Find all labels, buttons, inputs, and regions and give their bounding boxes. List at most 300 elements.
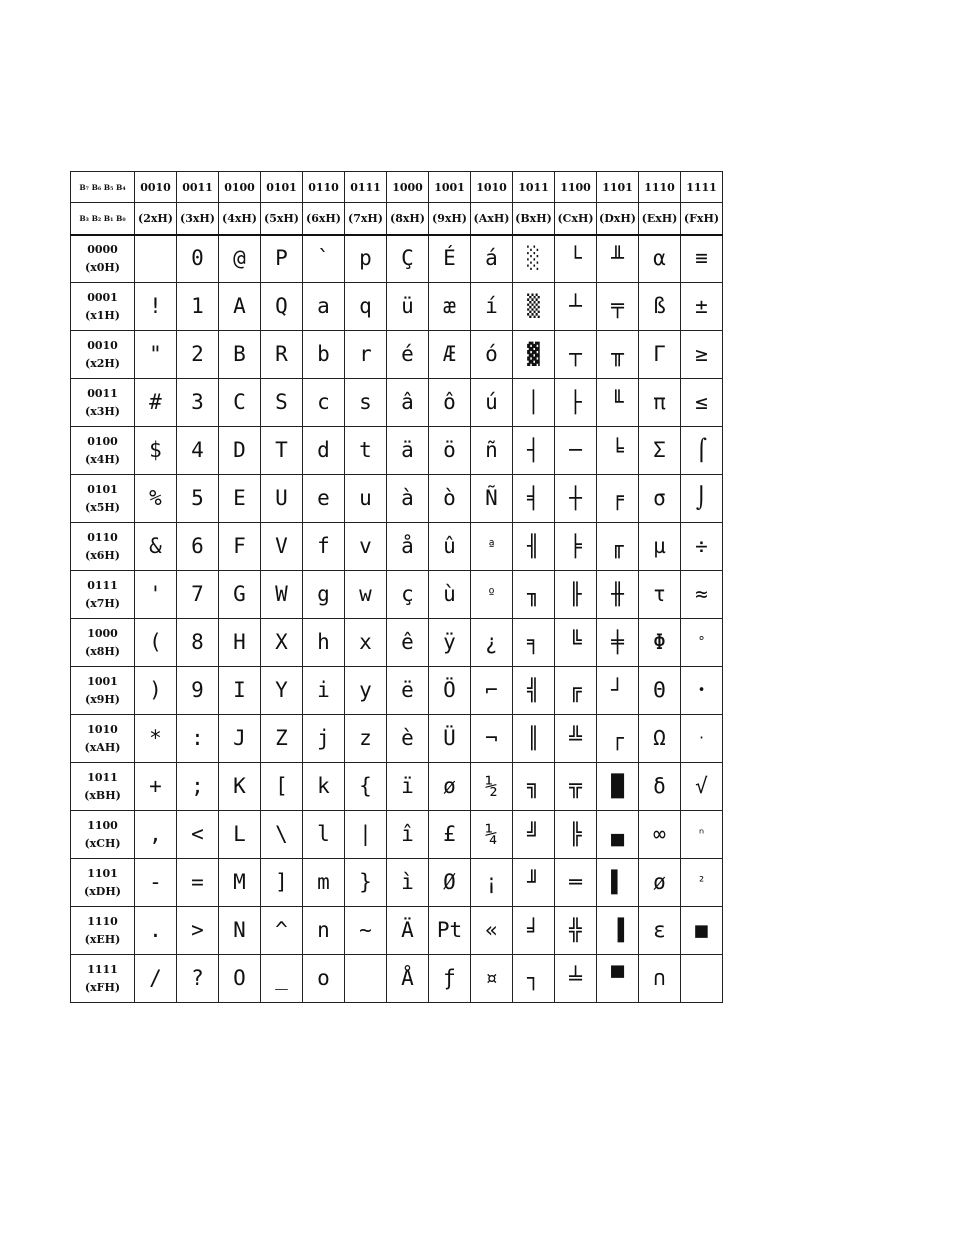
row-header-hex: (xFH): [84, 980, 121, 994]
table-row: [71, 715, 723, 763]
char-cell: í: [471, 283, 513, 331]
char-cell: n: [303, 907, 345, 955]
char-cell: ä: [387, 427, 429, 475]
char-cell: f: [303, 523, 345, 571]
char-cell: π: [639, 379, 681, 427]
char-cell: K: [219, 763, 261, 811]
table-row: [71, 667, 723, 715]
row-header-hex: (xAH): [84, 740, 121, 754]
char-cell: y: [345, 667, 387, 715]
column-header-hex: (AxH): [471, 203, 513, 235]
bits-upper-label: B₇ B₆ B₅ B₄: [71, 172, 135, 203]
char-cell: Å: [387, 955, 429, 1003]
char-cell: º: [471, 571, 513, 619]
char-cell: Ç: [387, 235, 429, 283]
row-header: [71, 427, 135, 475]
char-cell: <: [177, 811, 219, 859]
column-header-hex: (DxH): [597, 203, 639, 235]
column-header-bin: 1100: [555, 172, 597, 203]
char-cell: ≈: [681, 571, 723, 619]
char-cell: ø: [639, 859, 681, 907]
table-header: [71, 172, 723, 235]
row-header: [71, 667, 135, 715]
char-cell: L: [219, 811, 261, 859]
row-header-hex: (x7H): [84, 596, 120, 610]
table-row: [71, 811, 723, 859]
char-cell: c: [303, 379, 345, 427]
char-cell: ╥: [597, 331, 639, 379]
row-header-hex: (xEH): [84, 932, 121, 946]
char-cell: s: [345, 379, 387, 427]
char-cell: l: [303, 811, 345, 859]
char-cell: ¼: [471, 811, 513, 859]
char-cell: r: [345, 331, 387, 379]
char-cell: g: [303, 571, 345, 619]
char-cell: ü: [387, 283, 429, 331]
char-cell: Z: [261, 715, 303, 763]
char-cell: ñ: [471, 427, 513, 475]
char-cell: ≤: [681, 379, 723, 427]
char-cell: p: [345, 235, 387, 283]
char-cell: «: [471, 907, 513, 955]
column-header-hex: (8xH): [387, 203, 429, 235]
char-cell: ·: [681, 715, 723, 763]
char-cell: `: [303, 235, 345, 283]
char-cell: ╗: [513, 763, 555, 811]
row-header-bin: 0110: [87, 530, 118, 544]
column-header-hex: (4xH): [219, 203, 261, 235]
char-cell: Pt: [429, 907, 471, 955]
row-header: [71, 859, 135, 907]
char-cell: ø: [429, 763, 471, 811]
row-header-bin: 1000: [87, 626, 118, 640]
char-cell: _: [261, 955, 303, 1003]
bits-lower-label: B₃ B₂ B₁ B₀: [71, 203, 135, 235]
char-cell: ╡: [513, 475, 555, 523]
row-header-bin: 1101: [87, 866, 118, 880]
char-cell: v: [345, 523, 387, 571]
char-cell: ▓: [513, 331, 555, 379]
char-cell: •: [681, 667, 723, 715]
char-cell: ": [135, 331, 177, 379]
char-cell: x: [345, 619, 387, 667]
row-header: [71, 571, 135, 619]
char-cell: Ö: [429, 667, 471, 715]
char-cell: ┐: [513, 955, 555, 1003]
char-cell: à: [387, 475, 429, 523]
char-cell: u: [345, 475, 387, 523]
char-cell: å: [387, 523, 429, 571]
char-cell: ╦: [555, 763, 597, 811]
char-cell: |: [345, 811, 387, 859]
char-cell: ~: [345, 907, 387, 955]
char-cell: √: [681, 763, 723, 811]
char-cell: A: [219, 283, 261, 331]
char-cell: 5: [177, 475, 219, 523]
table-row: [71, 283, 723, 331]
char-cell: Q: [261, 283, 303, 331]
char-cell: ó: [471, 331, 513, 379]
char-cell: ': [135, 571, 177, 619]
char-cell: µ: [639, 523, 681, 571]
char-cell: #: [135, 379, 177, 427]
char-cell: á: [471, 235, 513, 283]
char-cell: {: [345, 763, 387, 811]
char-cell: ╩: [555, 715, 597, 763]
char-cell: ╬: [555, 907, 597, 955]
table-row: [71, 427, 723, 475]
char-cell: ú: [471, 379, 513, 427]
char-cell: w: [345, 571, 387, 619]
column-header-bin: 0110: [303, 172, 345, 203]
char-cell: ┬: [555, 331, 597, 379]
char-cell: ò: [429, 475, 471, 523]
char-cell: }: [345, 859, 387, 907]
char-cell: ;: [177, 763, 219, 811]
char-cell: @: [219, 235, 261, 283]
table-row: [71, 331, 723, 379]
row-header-bin: 1011: [87, 770, 118, 784]
char-cell: ╢: [513, 523, 555, 571]
char-cell: ╔: [555, 667, 597, 715]
column-header-bin: 1111: [681, 172, 723, 203]
char-cell: Y: [261, 667, 303, 715]
char-cell: ┘: [597, 667, 639, 715]
char-cell: ]: [261, 859, 303, 907]
row-header: [71, 283, 135, 331]
char-cell: ⌐: [471, 667, 513, 715]
char-cell: α: [639, 235, 681, 283]
char-cell: ¡: [471, 859, 513, 907]
char-cell: t: [345, 427, 387, 475]
table-row: [71, 619, 723, 667]
char-cell: P: [261, 235, 303, 283]
char-cell: ║: [513, 715, 555, 763]
char-cell: ⁿ: [681, 811, 723, 859]
char-cell: ?: [177, 955, 219, 1003]
char-cell: W: [261, 571, 303, 619]
char-cell: ╠: [555, 811, 597, 859]
char-cell: !: [135, 283, 177, 331]
row-header-hex: (x5H): [84, 500, 120, 514]
char-cell: ─: [555, 427, 597, 475]
char-cell: o: [303, 955, 345, 1003]
char-cell: k: [303, 763, 345, 811]
char-cell: ╪: [597, 619, 639, 667]
char-cell: ╨: [597, 235, 639, 283]
char-cell: Φ: [639, 619, 681, 667]
char-cell: ë: [387, 667, 429, 715]
char-cell: Σ: [639, 427, 681, 475]
char-cell: ß: [639, 283, 681, 331]
char-cell: [: [261, 763, 303, 811]
char-cell: (: [135, 619, 177, 667]
char-cell: q: [345, 283, 387, 331]
char-cell: ^: [261, 907, 303, 955]
char-cell: ≡: [681, 235, 723, 283]
column-header-bin: 1001: [429, 172, 471, 203]
char-cell: û: [429, 523, 471, 571]
char-cell: ƒ: [429, 955, 471, 1003]
char-cell: ■: [681, 907, 723, 955]
row-header: [71, 811, 135, 859]
char-cell: z: [345, 715, 387, 763]
row-header: [71, 955, 135, 1003]
column-header-bin: 0100: [219, 172, 261, 203]
char-cell: ): [135, 667, 177, 715]
char-cell: F: [219, 523, 261, 571]
char-cell: \: [261, 811, 303, 859]
char-cell: É: [429, 235, 471, 283]
row-header-bin: 1100: [87, 818, 118, 832]
row-header-bin: 0111: [87, 578, 118, 592]
char-cell: b: [303, 331, 345, 379]
row-header: [71, 235, 135, 283]
row-header-bin: 0001: [87, 290, 118, 304]
char-cell: ╖: [513, 571, 555, 619]
char-cell: °: [681, 619, 723, 667]
column-header-hex: (2xH): [135, 203, 177, 235]
char-cell: ═: [555, 859, 597, 907]
char-cell: S: [261, 379, 303, 427]
column-header-bin: 1101: [597, 172, 639, 203]
row-header-hex: (xDH): [84, 884, 121, 898]
char-cell: ù: [429, 571, 471, 619]
char-cell: ì: [387, 859, 429, 907]
char-cell: ,: [135, 811, 177, 859]
row-header-bin: 1111: [87, 962, 118, 976]
char-cell: ╣: [513, 667, 555, 715]
table-row: [71, 571, 723, 619]
row-header-bin: 1001: [87, 674, 118, 688]
char-cell: ░: [513, 235, 555, 283]
char-cell: m: [303, 859, 345, 907]
char-cell: ε: [639, 907, 681, 955]
char-cell: .: [135, 907, 177, 955]
char-cell: ô: [429, 379, 471, 427]
char-cell: ╟: [555, 571, 597, 619]
column-header-hex: (FxH): [681, 203, 723, 235]
char-cell: 7: [177, 571, 219, 619]
char-cell: D: [219, 427, 261, 475]
char-cell: d: [303, 427, 345, 475]
char-cell: │: [513, 379, 555, 427]
char-cell: 1: [177, 283, 219, 331]
row-header-hex: (x4H): [84, 452, 120, 466]
row-header-bin: 1010: [87, 722, 118, 736]
char-cell: ª: [471, 523, 513, 571]
char-cell: Ω: [639, 715, 681, 763]
char-cell: E: [219, 475, 261, 523]
char-cell: -: [135, 859, 177, 907]
char-cell: ┴: [555, 283, 597, 331]
char-cell: ▌: [597, 859, 639, 907]
char-cell: ¿: [471, 619, 513, 667]
char-cell: ≥: [681, 331, 723, 379]
column-header-bin: 1010: [471, 172, 513, 203]
table-row: [71, 859, 723, 907]
row-header: [71, 475, 135, 523]
row-header: [71, 379, 135, 427]
char-cell: ╛: [513, 907, 555, 955]
char-cell: U: [261, 475, 303, 523]
char-cell: ╒: [597, 475, 639, 523]
char-cell: ¬: [471, 715, 513, 763]
row-header-hex: (x0H): [84, 260, 120, 274]
row-header: [71, 715, 135, 763]
char-cell: ⌠: [681, 427, 723, 475]
char-cell: /: [135, 955, 177, 1003]
char-cell: ▒: [513, 283, 555, 331]
column-header-hex: (9xH): [429, 203, 471, 235]
char-cell: ÿ: [429, 619, 471, 667]
char-cell: ╘: [597, 427, 639, 475]
row-header-hex: (x3H): [84, 404, 120, 418]
char-cell: X: [261, 619, 303, 667]
char-cell: M: [219, 859, 261, 907]
char-cell: e: [303, 475, 345, 523]
column-header-hex: (6xH): [303, 203, 345, 235]
character-code-table: [70, 171, 723, 1003]
char-cell: ╝: [513, 811, 555, 859]
char-cell: └: [555, 235, 597, 283]
char-cell: ┼: [555, 475, 597, 523]
row-header-hex: (xBH): [84, 788, 121, 802]
char-cell: R: [261, 331, 303, 379]
char-cell: æ: [429, 283, 471, 331]
table-row: [71, 907, 723, 955]
char-cell: H: [219, 619, 261, 667]
row-header: [71, 619, 135, 667]
char-cell: 9: [177, 667, 219, 715]
char-cell: C: [219, 379, 261, 427]
table-row: [71, 235, 723, 283]
char-cell: â: [387, 379, 429, 427]
row-header-bin: 0100: [87, 434, 118, 448]
char-cell: é: [387, 331, 429, 379]
column-header-bin: 1011: [513, 172, 555, 203]
char-cell: T: [261, 427, 303, 475]
column-header-bin: 0111: [345, 172, 387, 203]
row-header-bin: 1110: [87, 914, 118, 928]
char-cell: τ: [639, 571, 681, 619]
char-cell: &: [135, 523, 177, 571]
column-header-bin: 1110: [639, 172, 681, 203]
row-header: [71, 523, 135, 571]
char-cell: ╓: [597, 523, 639, 571]
char-cell: ⌡: [681, 475, 723, 523]
char-cell: ╞: [555, 523, 597, 571]
char-cell: i: [303, 667, 345, 715]
char-cell: ▄: [597, 811, 639, 859]
char-cell: ┤: [513, 427, 555, 475]
char-cell: Θ: [639, 667, 681, 715]
char-cell: [345, 955, 387, 1003]
char-cell: ±: [681, 283, 723, 331]
table-row: [71, 523, 723, 571]
char-cell: ²: [681, 859, 723, 907]
char-cell: ╙: [597, 379, 639, 427]
row-header-bin: 0000: [87, 242, 118, 256]
char-cell: 4: [177, 427, 219, 475]
char-cell: ½: [471, 763, 513, 811]
char-cell: ∩: [639, 955, 681, 1003]
row-header-hex: (xCH): [84, 836, 121, 850]
row-header: [71, 763, 135, 811]
char-cell: I: [219, 667, 261, 715]
char-cell: B: [219, 331, 261, 379]
char-cell: 2: [177, 331, 219, 379]
table-row: [71, 379, 723, 427]
char-cell: ê: [387, 619, 429, 667]
char-cell: ö: [429, 427, 471, 475]
char-cell: Ü: [429, 715, 471, 763]
char-cell: δ: [639, 763, 681, 811]
char-cell: =: [177, 859, 219, 907]
char-cell: Γ: [639, 331, 681, 379]
char-cell: O: [219, 955, 261, 1003]
column-header-hex: (5xH): [261, 203, 303, 235]
char-cell: ╕: [513, 619, 555, 667]
row-header-hex: (x1H): [84, 308, 120, 322]
char-cell: ╜: [513, 859, 555, 907]
char-cell: %: [135, 475, 177, 523]
column-header-bin: 0011: [177, 172, 219, 203]
column-header-hex: (3xH): [177, 203, 219, 235]
table-row: [71, 955, 723, 1003]
char-cell: ∞: [639, 811, 681, 859]
char-cell: J: [219, 715, 261, 763]
char-cell: ┌: [597, 715, 639, 763]
char-cell: Ø: [429, 859, 471, 907]
row-header-hex: (x8H): [84, 644, 120, 658]
char-cell: £: [429, 811, 471, 859]
row-header-hex: (x6H): [84, 548, 120, 562]
table-row: [71, 763, 723, 811]
char-cell: *: [135, 715, 177, 763]
column-header-bin: 0101: [261, 172, 303, 203]
char-cell: 8: [177, 619, 219, 667]
char-cell: N: [219, 907, 261, 955]
table-row: [71, 475, 723, 523]
column-header-hex: (BxH): [513, 203, 555, 235]
char-cell: Æ: [429, 331, 471, 379]
char-cell: î: [387, 811, 429, 859]
char-cell: >: [177, 907, 219, 955]
char-cell: σ: [639, 475, 681, 523]
table-body: [71, 235, 723, 1003]
char-cell: j: [303, 715, 345, 763]
row-header: [71, 907, 135, 955]
char-cell: 3: [177, 379, 219, 427]
char-cell: [135, 235, 177, 283]
char-cell: [681, 955, 723, 1003]
char-cell: ¤: [471, 955, 513, 1003]
char-cell: h: [303, 619, 345, 667]
char-cell: è: [387, 715, 429, 763]
row-header: [71, 331, 135, 379]
row-header-bin: 0101: [87, 482, 118, 496]
char-cell: Ñ: [471, 475, 513, 523]
char-cell: ╤: [597, 283, 639, 331]
row-header-hex: (x9H): [84, 692, 120, 706]
char-cell: Ä: [387, 907, 429, 955]
char-cell: ╧: [555, 955, 597, 1003]
column-header-hex: (CxH): [555, 203, 597, 235]
char-cell: $: [135, 427, 177, 475]
char-cell: ï: [387, 763, 429, 811]
row-header-bin: 0010: [87, 338, 118, 352]
